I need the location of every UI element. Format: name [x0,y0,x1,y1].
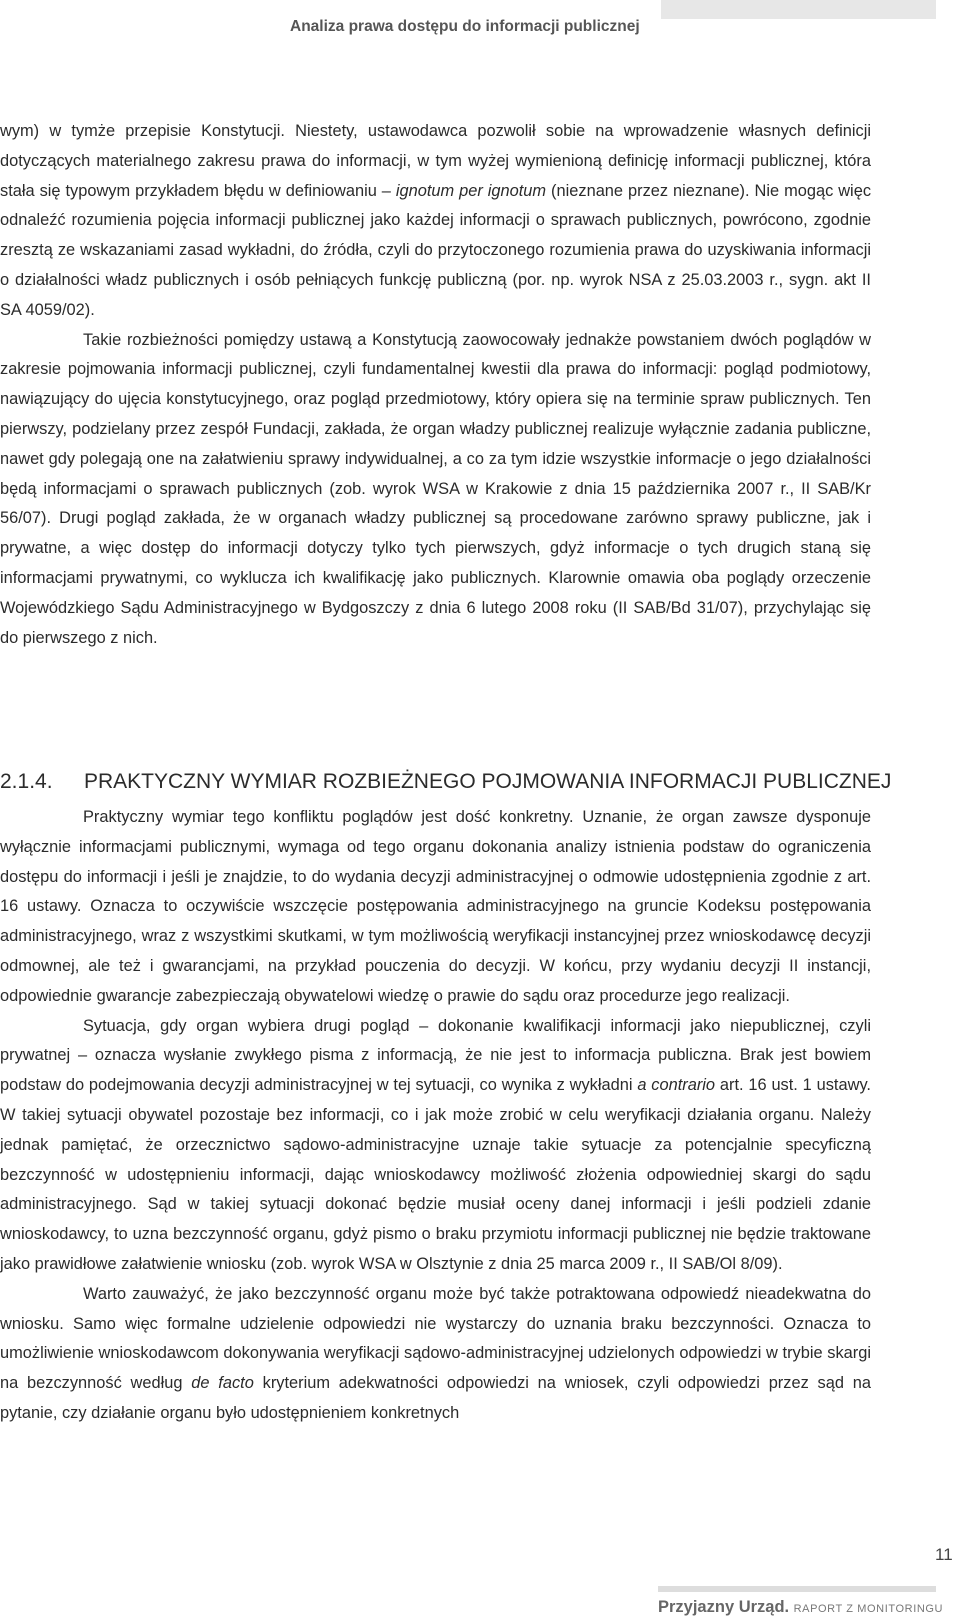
section-title: PRAKTYCZNY WYMIAR ROZBIEŻNEGO POJMOWANIA INFORMACJI PUBLICZNEJ [84,770,892,793]
footer-subtitle: RAPORT Z MONITORINGU [793,1603,944,1615]
text-run: (nieznane przez nieznane). Nie mogąc więc odnaleźć rozumienia pojęcia informacji publicznej jako każdej informacji o sprawach publicznych, powrócono, zgodnie zresztą ze wskazaniami zasad wykładni, do źródła, czyli do przytoczonego rozumienia prawa do uzyskiwania informacji o działalności władz publicznych i osób pełniących funkcję publiczną (por. np. wyrok NSA z 25.03.2003 r., sygn. akt II SA 4059/02). [0,181,872,319]
footer [658,1598,943,1617]
text-run: kryterium adekwatności odpowiedzi na wniosek, czyli odpowiedzi przez sąd na pytanie, czy działanie organu było udostępnieniem konkretnych [0,1374,871,1422]
header-decorative-bar [661,0,936,19]
body-block-top [0,117,871,653]
italic-phrase: ignotum per ignotum [395,181,547,200]
footer-decorative-bar [658,1586,936,1592]
section-number: 2.1.4. [0,770,53,793]
text-run: Sytuacja, gdy organ wybiera drugi pogląd – dokonanie kwalifikacji informacji jako niepublicznej, czyli prywatnej – oznacza wysłanie zwykłego pisma z informacją, że nie jest to informacja publiczna. Brak jest bowiem podstaw do podejmowania decyzji administracyjnej w tej sytuacji, co wynika z wykładni [0,1016,871,1095]
text-run: art. 16 ust. 1 ustawy. W takiej sytuacji obywatel pozostaje bez informacji, co i jak może zrobić w celu weryfikacji działania organu. Należy jednak pamiętać, że orzecznictwo sądowo-administracyjne uznaje takie sytuacje za potencjalnie specyficzną bezczynność w udostępnieniu informacji, dając wnioskodawcy możliwość złożenia odpowiedniej skargi do sądu administracyjnego. Sąd w takiej sytuacji dokonać będzie musiał oceny danej informacji i jeśli podzieli zdanie wnioskodawcy, to uzna bezczynność organu, gdyż pismo o braku przymiotu informacji publicznej nie będzie traktowane jako prawidłowe załatwienie wniosku (zob. wyrok WSA w Olsztynie z dnia 25 marca 2009 r., II SAB/Ol 8/09). [0,1076,871,1273]
text-run: Praktyczny wymiar tego konfliktu poglądów jest dość konkretny. Uznanie, że organ zawsze dysponuje wyłącznie informacjami publicznymi, wymaga od tego organu dokonania analizy istnienia podstaw do ograniczenia dostępu do informacji i jeśli je znajdzie, to do wydania decyzji administracyjnej o odmowie udostępnienia zgodnie z art. 16 ustawy. Oznacza to oczywiście wszczęcie postępowania administracyjnego na gruncie Kodeksu postępowania administracyjnego, wraz z wszystkimi skutkami, w tym możliwością weryfikacji instancyjnej przez wnioskodawcę decyzji odmownej, ale też i gwarancjami, na przykład pouczenia do decyzji. W końcu, przy wydaniu decyzji II instancji, odpowiednie gwarancje zabezpieczają obywatelowi wiedzę o prawie do sądu oraz procedurze jego realizacji. [0,808,871,1005]
body-block-bottom [0,803,871,1429]
italic-phrase: de facto [191,1374,254,1393]
italic-phrase: a contrario [637,1076,716,1095]
text-run: Warto zauważyć, że jako bezczynność organu może być także potraktowana odpowiedź nieadekwatna do wniosku. Samo więc formalne udzielenie odpowiedzi nie wystarczy do uznania braku bezczynności. Oznacza to umożliwienie wnioskodawcom dokonywania weryfikacji sądowo-administracyjnej udzielonych odpowiedzi w trybie skargi na bezczynność według [0,1284,871,1393]
paragraph-2 [0,326,871,654]
paragraph-5 [0,1280,871,1429]
paragraph-1 [0,117,871,326]
paragraph-4 [0,1012,871,1280]
text-run: wym) w tymże przepisie Konstytucji. Niestety, ustawodawca pozwolił sobie na wprowadzenie własnych definicji dotyczących materialnego zakresu prawa do informacji, w tym wyżej wymienioną definicję informacji publicznej, która stała się typowym przykładem błędu w definiowaniu – [0,122,871,200]
running-header-title: Analiza prawa dostępu do informacji publicznej [290,18,640,35]
page-number: 11 [935,1545,953,1564]
paragraph-3 [0,803,871,1012]
text-run: Takie rozbieżności pomiędzy ustawą a Konstytucją zaowocowały jednakże powstaniem dwóch poglądów w zakresie pojmowania informacji publicznej, czyli fundamentalnej kwestii dla prawa do informacji: pogląd podmiotowy, nawiązujący do ujęcia konstytucyjnego, oraz pogląd przedmiotowy, który opiera się na terminie spraw publicznych. Ten pierwszy, podzielany przez zespół Fundacji, zakłada, że organ władzy publicznej realizuje wyłącznie zadania publiczne, nawet gdy polegają one na załatwieniu sprawy indywidualnej, a co za tym idzie wszystkie informacje o jego działalności będą informacjami o sprawach publicznych (zob. wyrok WSA w Krakowie z dnia 15 października 2007 r., II SAB/Kr 56/07). Drugi pogląd zakłada, że w organach władzy publicznej są procedowane zarówno sprawy publiczne, jak i prywatne, a więc dostęp do informacji dotyczy tylko tych pierwszych, gdyż informacje o tych drugich staną się informacjami prywatnymi, co wyklucza ich kwalifikację jako publicznych. Klarownie omawia oba poglądy orzeczenie Wojewódzkiego Sądu Administracyjnego w Bydgoszczy z dnia 6 lutego 2008 roku (II SAB/Bd 31/07), przychylając się do pierwszego z nich. [0,330,871,647]
footer-brand: Przyjazny Urząd. [658,1598,790,1616]
